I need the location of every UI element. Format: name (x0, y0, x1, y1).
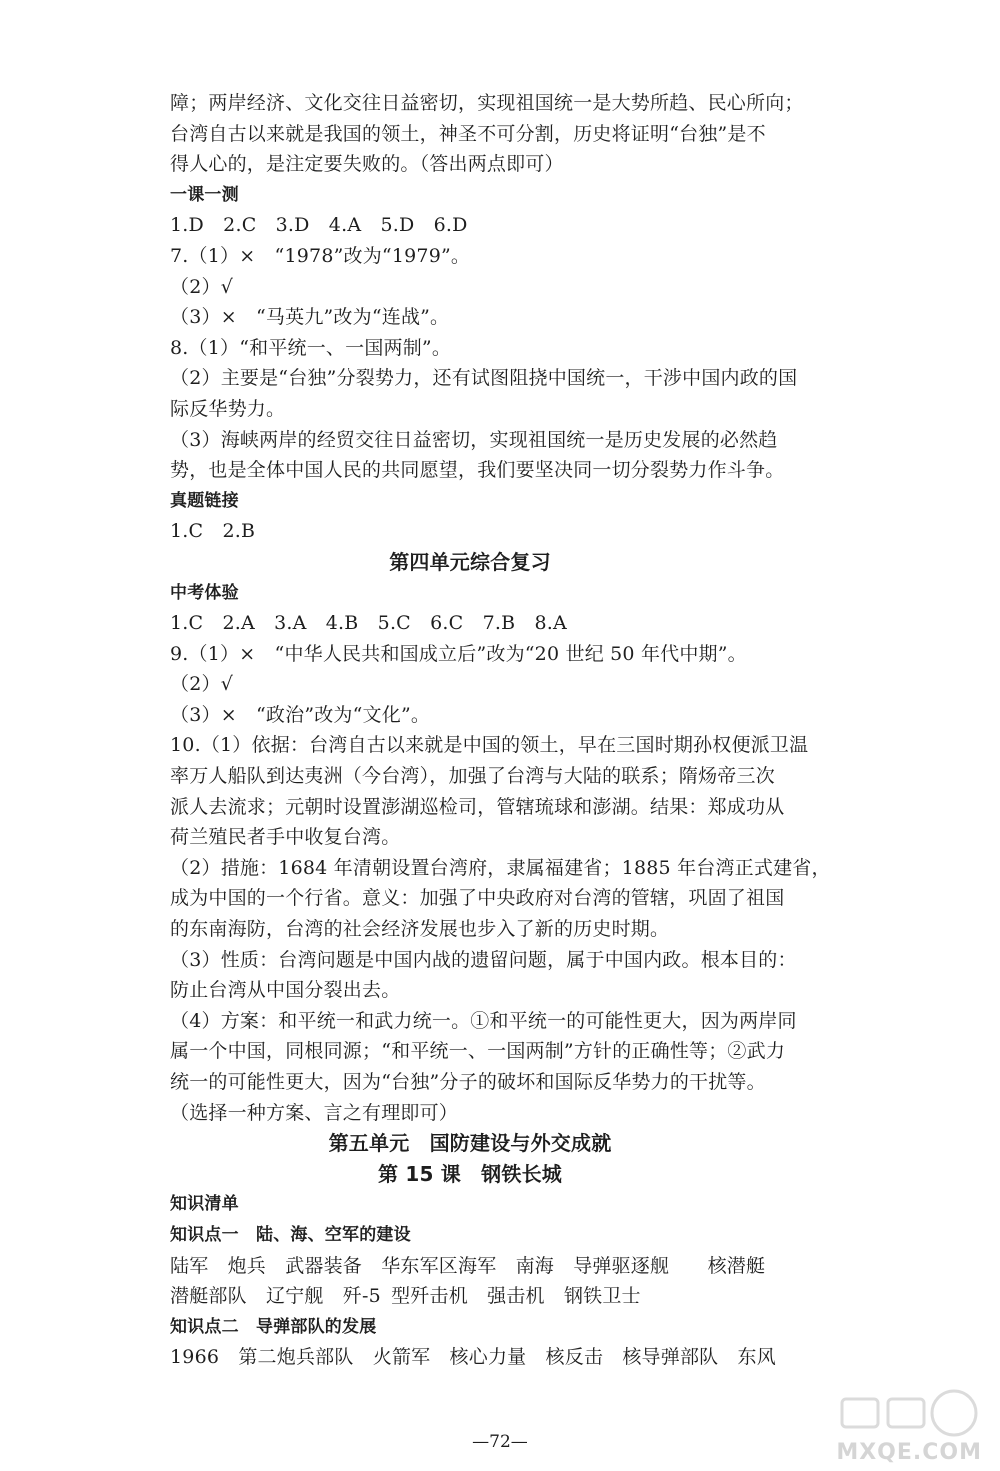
watermark-text: MXQE.COM (836, 1440, 982, 1465)
watermark-logo (832, 1385, 982, 1465)
answer-line: 率万人船队到达夷洲（今台湾），加强了台湾与大陆的联系；隋炀帝三次 (170, 765, 775, 788)
document-body (170, 88, 831, 1373)
answer-line: 成为中国的一个行省。意义：加强了中央政府对台湾的管辖，巩固了祖国 (170, 887, 785, 910)
answer-line: （2）√ (170, 673, 233, 696)
answer-line: （3）性质：台湾问题是中国内战的遗留问题，属于中国内政。根本目的： (170, 948, 797, 971)
answer-line: 属一个中国，同根同源；“和平统一、一国两制”方针的正确性等；②武力 (170, 1040, 786, 1063)
answer-line: （3）海峡两岸的经贸交往日益密切，实现祖国统一是历史发展的必然趋 (170, 428, 778, 451)
answer-line: 的东南海防，台湾的社会经济发展也步入了新的历史时期。 (170, 918, 670, 941)
answer-line: 8.（1）“和平统一、一国两制”。 (170, 336, 452, 359)
answer-line: （2）措施：1684 年清朝设置台湾府，隶属福建省；1885 年台湾正式建省， (170, 856, 831, 879)
answer-line: 1.D 2.C 3.D 4.A 5.D 6.D (170, 214, 468, 237)
lesson-title: 第 15 课 钢铁长城 (378, 1161, 562, 1186)
section-heading: 真题链接 (170, 490, 239, 511)
answer-line: 1.C 2.A 3.A 4.B 5.C 6.C 7.B 8.A (170, 612, 567, 635)
answer-line: （3）× “马英九”改为“连战”。 (170, 306, 450, 329)
page-number: —72— (472, 1432, 528, 1452)
answer-line: 防止台湾从中国分裂出去。 (170, 979, 401, 1002)
subsection-heading: 知识点二 导弹部队的发展 (170, 1316, 377, 1337)
keyword-line: 1966 第二炮兵部队 火箭军 核心力量 核反击 核导弹部队 东风 (170, 1346, 776, 1369)
section-heading: 知识清单 (170, 1194, 239, 1215)
answer-line: 荷兰殖民者手中收复台湾。 (170, 826, 401, 849)
answer-line: （选择一种方案、言之有理即可） (170, 1101, 459, 1124)
keyword-line: 潜艇部队 辽宁舰 歼-5 型歼击机 强击机 钢铁卫士 (170, 1285, 641, 1308)
answer-line: 9.（1）× “中华人民共和国成立后”改为“20 世纪 50 年代中期”。 (170, 642, 747, 665)
keyword-line: 陆军 炮兵 武器装备 华东军区海军 南海 导弹驱逐舰 核潜艇 (170, 1254, 766, 1277)
unit-title: 第五单元 国防建设与外交成就 (328, 1131, 612, 1156)
answer-line: 10.（1）依据：台湾自古以来就是中国的领土，早在三国时期孙权便派卫温 (170, 734, 809, 757)
text-line: 障；两岸经济、文化交往日益密切，实现祖国统一是大势所趋、民心所向； (170, 92, 804, 114)
text-line: 台湾自古以来就是我国的领土，神圣不可分割，历史将证明“台独”是不 (170, 122, 766, 145)
text-line: 得人心的，是注定要失败的。（答出两点即可） (170, 153, 564, 176)
answer-line: 1.C 2.B (170, 520, 256, 543)
answer-line: 7.（1）× “1978”改为“1979”。 (170, 244, 471, 267)
answer-line: 际反华势力。 (170, 397, 286, 420)
section-heading: 中考体验 (170, 582, 239, 603)
answer-line: 统一的可能性更大，因为“台独”分子的破坏和国际反华势力的干扰等。 (170, 1071, 766, 1093)
answer-line: 派人去流求；元朝时设置澎湖巡检司，管辖琉球和澎湖。结果：郑成功从 (170, 795, 785, 818)
answer-line: （3）× “政治”改为“文化”。 (170, 703, 431, 726)
unit-title: 第四单元综合复习 (389, 549, 551, 574)
section-heading: 一课一测 (170, 184, 239, 205)
answer-line: （2）主要是“台独”分裂势力，还有试图阻挠中国统一，干涉中国内政的国 (170, 367, 798, 390)
answer-line: 势，也是全体中国人民的共同愿望，我们要坚决同一切分裂势力作斗争。 (170, 459, 785, 482)
answer-line: （4）方案：和平统一和武力统一。①和平统一的可能性更大，因为两岸同 (170, 1009, 797, 1032)
answer-circle-icon (832, 1385, 982, 1445)
subsection-heading: 知识点一 陆、海、空军的建设 (170, 1224, 411, 1245)
answer-line: （2）√ (170, 275, 233, 298)
